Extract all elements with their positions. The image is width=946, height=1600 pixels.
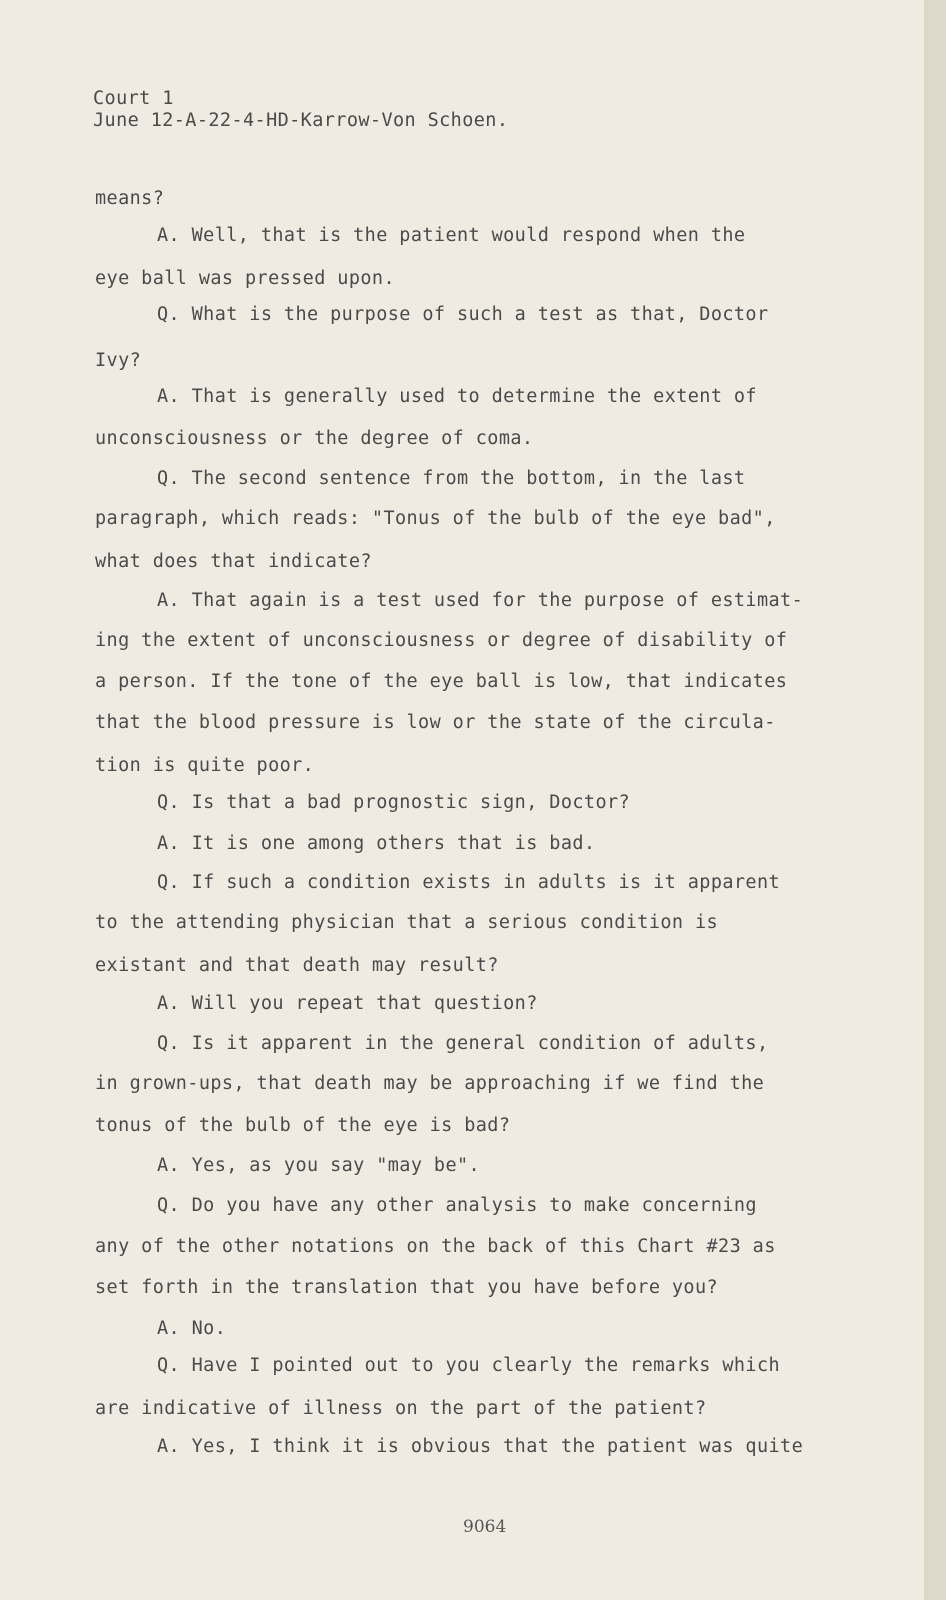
transcript-line: A. Yes, I think it is obvious that the patient was quite xyxy=(157,1436,804,1457)
transcript-line: Q. Do you have any other analysis to make concerning xyxy=(157,1195,757,1216)
transcript-line: tonus of the bulb of the eye is bad? xyxy=(95,1115,511,1136)
page-edge xyxy=(924,0,946,1600)
transcript-line: Q. Is it apparent in the general condition of adults, xyxy=(157,1033,769,1054)
transcript-line: A. Well, that is the patient would respond when the xyxy=(157,225,746,246)
transcript-line: means? xyxy=(95,188,165,209)
transcript-line: Q. Is that a bad prognostic sign, Doctor? xyxy=(157,792,631,813)
transcript-line: A. Will you repeat that question? xyxy=(157,993,538,1014)
transcript-line: Q. The second sentence from the bottom, in the last xyxy=(157,468,746,489)
transcript-line: A. That is generally used to determine the extent of xyxy=(157,386,757,407)
transcript-line: eye ball was pressed upon. xyxy=(95,268,395,289)
transcript-line: what does that indicate? xyxy=(95,551,372,572)
transcript-line: a person. If the tone of the eye ball is low, that indicates xyxy=(95,671,788,692)
transcript-line: existant and that death may result? xyxy=(95,955,499,976)
transcript-line: unconsciousness or the degree of coma. xyxy=(95,428,534,449)
transcript-line: A. It is one among others that is bad. xyxy=(157,833,596,854)
transcript-line: in grown-ups, that death may be approaching if we find the xyxy=(95,1073,765,1094)
page-header xyxy=(93,88,508,132)
court-label: Court 1 xyxy=(93,88,174,109)
page-number: 9064 xyxy=(463,1517,507,1537)
transcript-line: A. That again is a test used for the purpose of estimat- xyxy=(157,590,804,611)
session-label: June 12-A-22-4-HD-Karrow-Von Schoen. xyxy=(93,110,509,131)
transcript-line: Q. Have I pointed out to you clearly the remarks which xyxy=(157,1355,781,1376)
transcript-line: any of the other notations on the back of this Chart #23 as xyxy=(95,1236,776,1257)
transcript-line: that the blood pressure is low or the state of the circula- xyxy=(95,712,776,733)
transcript-line: A. Yes, as you say "may be". xyxy=(157,1155,481,1176)
transcript-line: tion is quite poor. xyxy=(95,755,315,776)
transcript-line: Q. If such a condition exists in adults is it apparent xyxy=(157,872,781,893)
transcript-line: Ivy? xyxy=(95,350,142,371)
transcript-line: Q. What is the purpose of such a test as that, Doctor xyxy=(157,304,769,325)
transcript-line: A. No. xyxy=(157,1318,227,1339)
transcript-line: paragraph, which reads: "Tonus of the bulb of the eye bad", xyxy=(95,508,776,529)
transcript-line: ing the extent of unconsciousness or degree of disability of xyxy=(95,630,788,651)
transcript-line: are indicative of illness on the part of the patient? xyxy=(95,1398,707,1419)
transcript-line: set forth in the translation that you have before you? xyxy=(95,1277,719,1298)
transcript-line: to the attending physician that a serious condition is xyxy=(95,912,719,933)
